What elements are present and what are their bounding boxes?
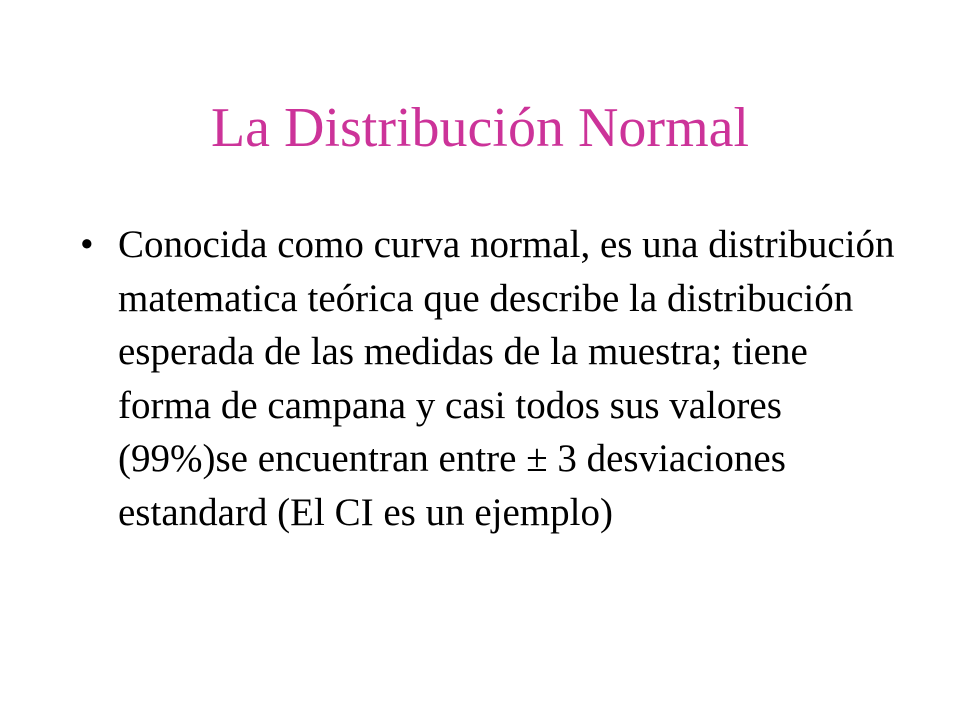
bullet-marker: • bbox=[80, 223, 94, 266]
bullet-list bbox=[80, 218, 900, 539]
bullet-item bbox=[80, 218, 900, 539]
bullet-text: Conocida como curva normal, es una distribución matematica teórica que describe la distribución esperada de las medidas de la muestra; tiene forma de campana y casi todos sus valores (99%)se encuentran entre ± 3 desviaciones estandard (El CI es un ejemplo) bbox=[118, 223, 895, 534]
slide-title: La Distribución Normal bbox=[210, 97, 750, 159]
